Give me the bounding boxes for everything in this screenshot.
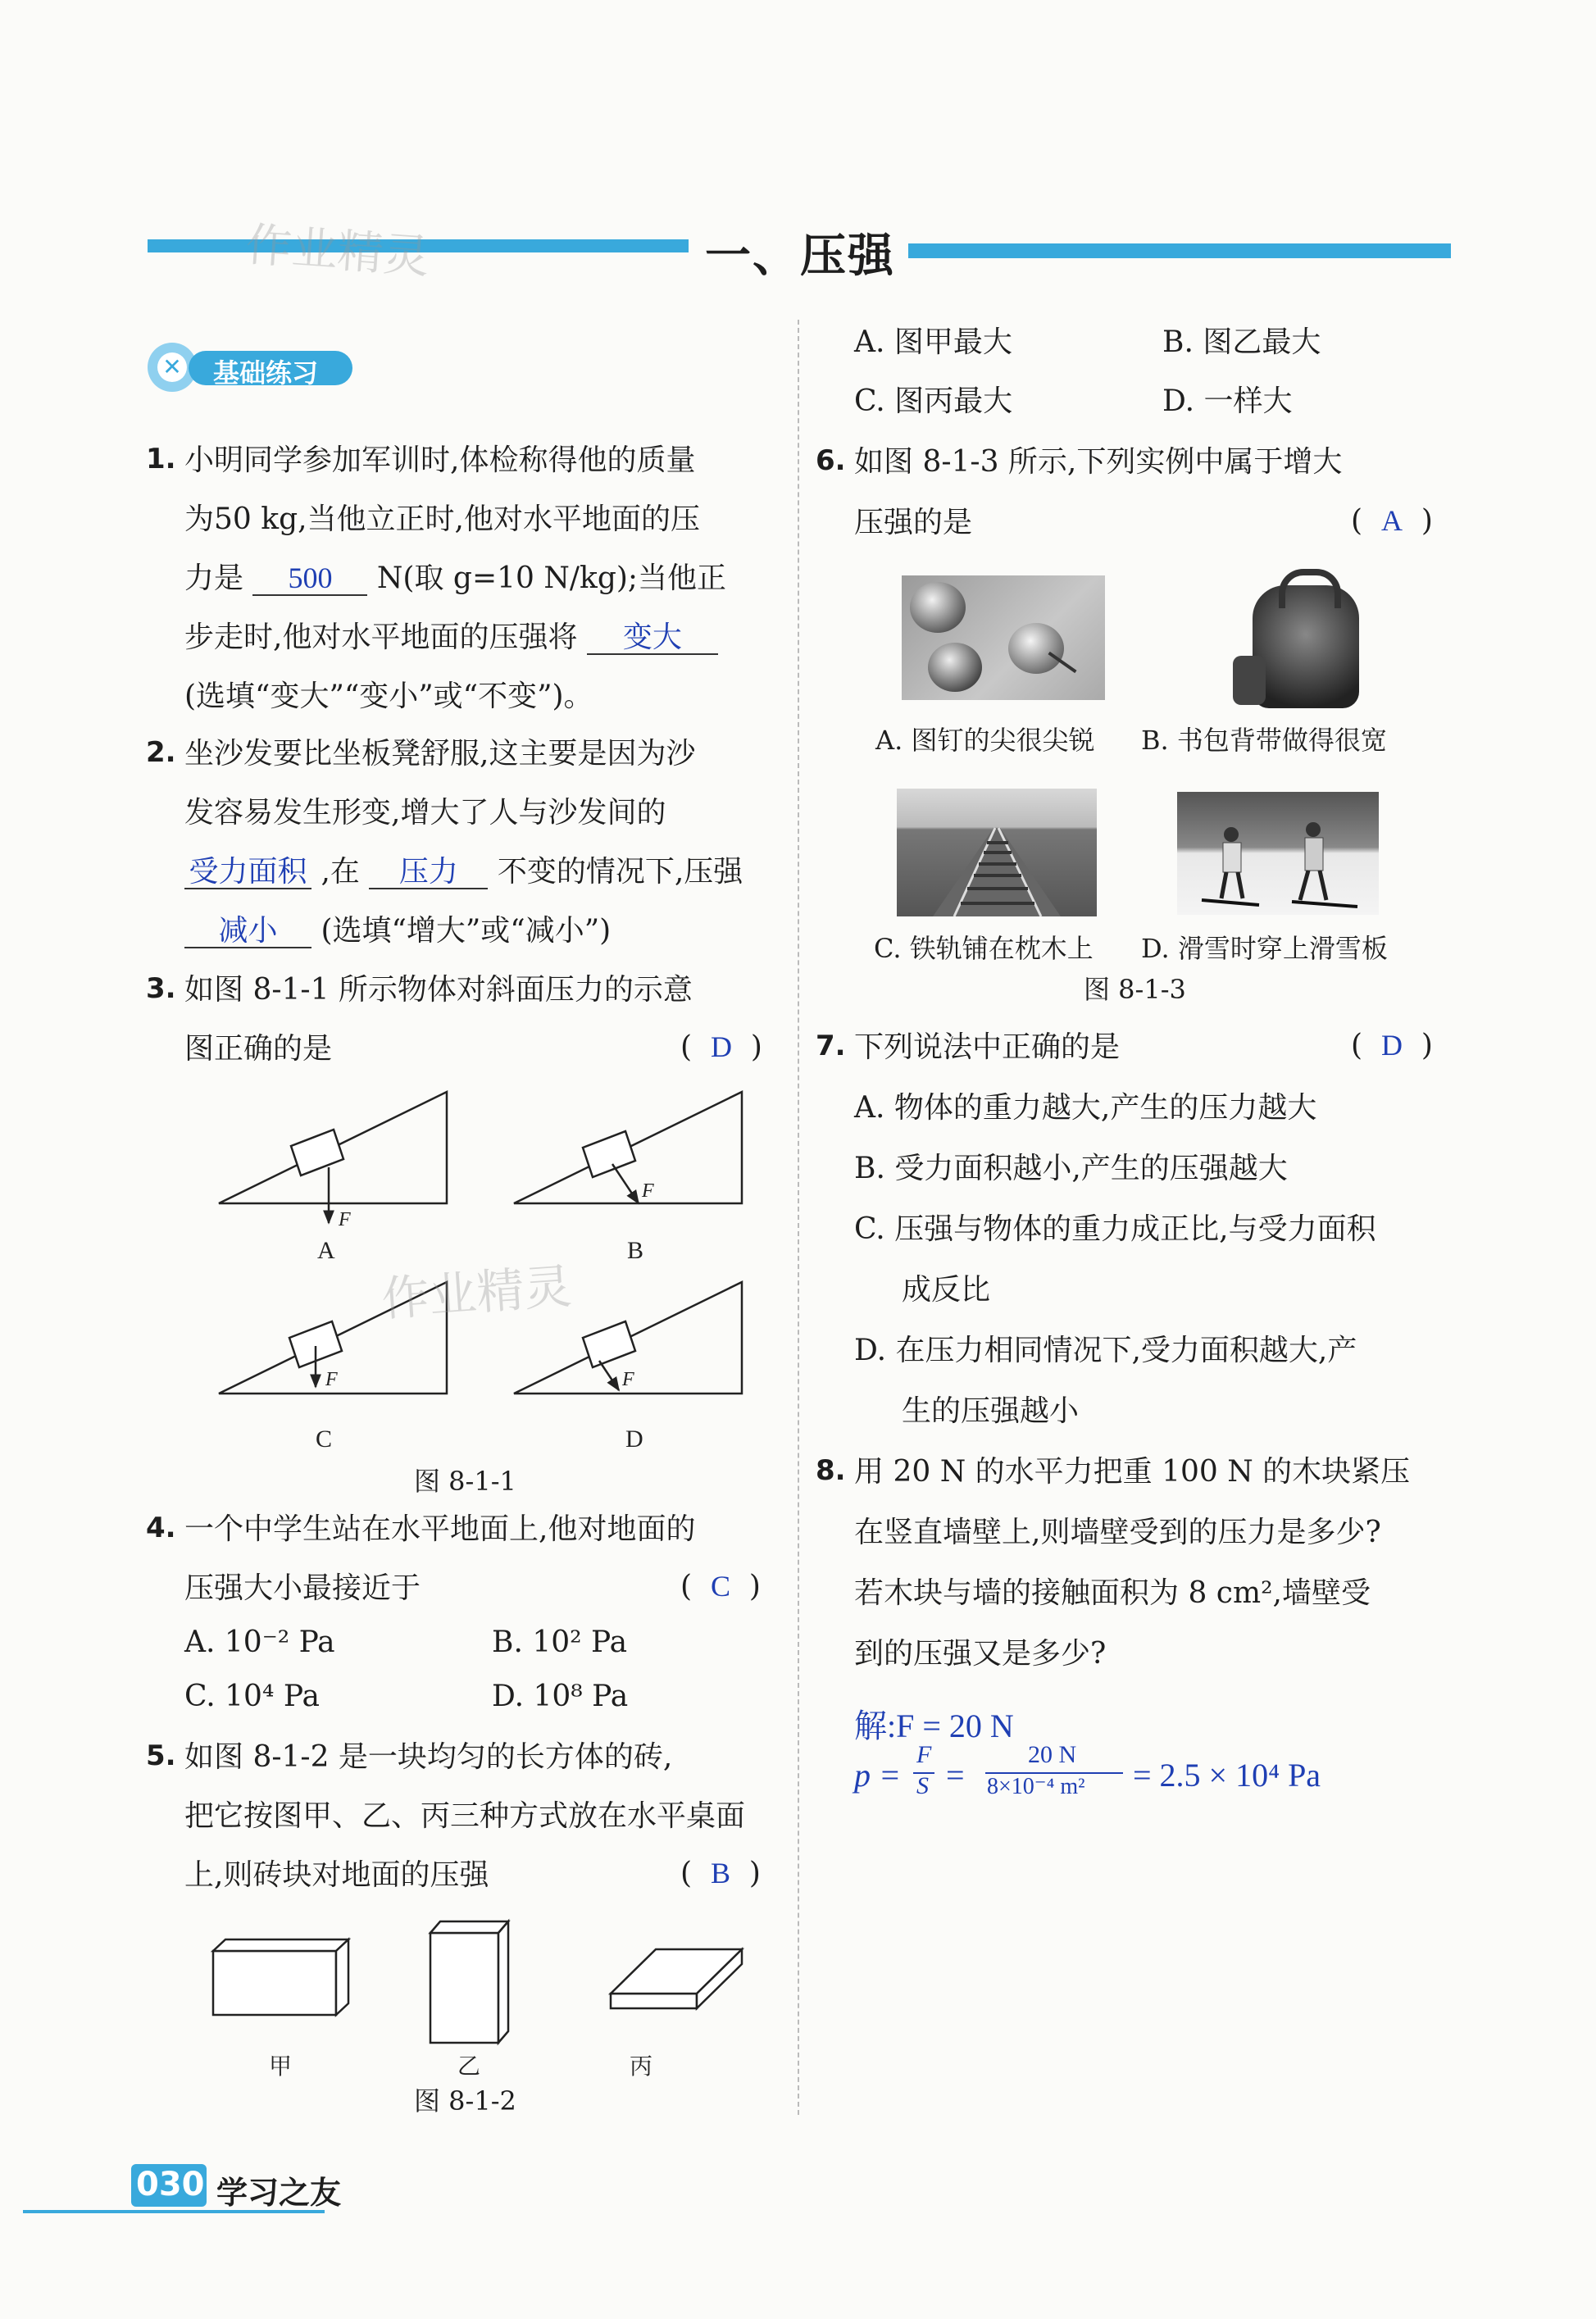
q5-answer-paren: ( B ) (680, 1857, 761, 1890)
q1-line2: 为50 kg,当他立正时,他对水平地面的压 (184, 502, 700, 536)
q8-line3: 若木块与墙的接触面积为 8 cm²,墙壁受 (854, 1576, 1371, 1610)
watermark-mid: 作业精灵 (380, 1257, 574, 1327)
q4-option-c: C. 10⁴ Pa (184, 1680, 320, 1713)
q5-line1: 如图 8-1-2 是一块均匀的长方体的砖, (184, 1740, 673, 1774)
q3-line2: 图正确的是 (184, 1032, 333, 1066)
q8-solution-line1: 解:F = 20 N (854, 1707, 1014, 1744)
q1-answer-blank-1[interactable]: 500 (252, 562, 367, 596)
q7-answer[interactable]: D (1380, 1029, 1403, 1062)
q3-label-b: B (627, 1237, 644, 1264)
q3-label-d: D (625, 1426, 643, 1453)
q4-number: 4. (146, 1512, 176, 1544)
q1-line3-end: N(取 g=10 N/kg);当他正 (376, 562, 727, 595)
q5-brick-yi-top (430, 1921, 508, 1933)
q6-line2: 压强的是 (854, 506, 973, 539)
q7-number: 7. (816, 1030, 846, 1062)
q3-force-label-a: F (339, 1209, 351, 1230)
q1-line4 (184, 618, 718, 657)
q3-label-c: C (316, 1426, 333, 1453)
q3-force-label-d: F (622, 1369, 634, 1390)
q7-option-c-cont: 成反比 (902, 1273, 991, 1307)
q5-label-yi: 乙 (457, 2054, 481, 2080)
q2-line4-end: (选填“增大”或“减小”) (321, 914, 612, 948)
q5-line2: 把它按图甲、乙、丙三种方式放在水平桌面 (184, 1799, 746, 1833)
q5-brick-jia-side (336, 1939, 348, 2015)
q8-fraction-den: 8×10⁻⁴ m² (987, 1774, 1085, 1799)
q6-photo-backpack (1228, 566, 1385, 713)
q8-fraction-fs-den: S (916, 1772, 929, 1799)
q7-option-a: A. 物体的重力越大,产生的压力越大 (854, 1091, 1317, 1125)
q3-force-label-b: F (642, 1180, 654, 1202)
q8-line4: 到的压强又是多少? (854, 1637, 1107, 1671)
q8-line2: 在竖直墙壁上,则墙壁受到的压力是多少? (854, 1516, 1381, 1549)
q6-caption-d: D. 滑雪时穿上滑雪板 (1141, 933, 1388, 964)
q3-block-d (583, 1321, 635, 1367)
q5-answer[interactable]: B (710, 1857, 730, 1889)
footer-page-number: 030 (136, 2166, 205, 2203)
q2-line4 (184, 912, 611, 951)
q4-line1: 一个中学生站在水平地面上,他对地面的 (184, 1512, 696, 1546)
q3-arrow-b (612, 1164, 639, 1203)
q3-line1: 如图 8-1-1 所示物体对斜面压力的示意 (184, 973, 693, 1007)
q1-line5: (选填“变大”“变小”或“不变”)。 (184, 680, 593, 713)
q2-line3-mid: ,在 (321, 855, 360, 889)
q5-figure (197, 1910, 771, 2098)
q5-option-b: B. 图乙最大 (1162, 325, 1321, 359)
q6-caption-a: A. 图钉的尖很尖锐 (875, 725, 1095, 756)
badge-label: 基础练习 (213, 357, 319, 389)
q6-figure-caption: 图 8-1-3 (1084, 974, 1186, 1005)
q5-brick-yi-side (498, 1921, 508, 2043)
q8-fraction-fs-num: F (916, 1741, 932, 1768)
q4-answer[interactable]: C (710, 1570, 730, 1603)
q4-line2: 压强大小最接近于 (184, 1571, 421, 1605)
q8-fraction-num: 20 N (1028, 1741, 1077, 1768)
q4-option-d: D. 10⁸ Pa (492, 1680, 629, 1713)
q8-number: 8. (816, 1454, 846, 1487)
q5-option-d: D. 一样大 (1162, 384, 1293, 418)
q3-label-a: A (317, 1237, 335, 1264)
q2-line3-end: 不变的情况下,压强 (497, 855, 743, 889)
page-title: 一、压强 (705, 230, 895, 283)
q2-answer-blank-3[interactable]: 减小 (184, 914, 311, 948)
q2-answer-blank-2[interactable]: 压力 (369, 855, 488, 889)
q7-option-b: B. 受力面积越小,产生的压强越大 (854, 1152, 1288, 1185)
q1-line4-start: 步走时,他对水平地面的压强将 (184, 621, 578, 654)
q1-answer-blank-2[interactable]: 变大 (587, 621, 718, 655)
header-bar-right (908, 243, 1451, 258)
q3-number: 3. (146, 972, 176, 1005)
q5-option-c: C. 图丙最大 (854, 384, 1013, 418)
q5-brick-jia (213, 1951, 336, 2015)
q5-brick-bing (611, 1994, 697, 2008)
q6-photo-skiers (1177, 792, 1379, 915)
q3-force-label-c: F (325, 1369, 338, 1390)
q1-line3-start: 力是 (184, 562, 244, 595)
badge-icon-inner: ✕ (157, 352, 187, 382)
q6-answer[interactable]: A (1380, 504, 1403, 537)
q3-block-a (291, 1130, 343, 1175)
q6-caption-c: C. 铁轨铺在枕木上 (874, 933, 1094, 964)
q8-solution-result: = 2.5 × 10⁴ Pa (1133, 1757, 1321, 1794)
q3-answer-paren: ( D ) (680, 1030, 762, 1064)
section-badge (148, 343, 361, 392)
q7-option-c: C. 压强与物体的重力成正比,与受力面积 (854, 1212, 1376, 1246)
q2-line3 (184, 853, 743, 892)
q1-number: 1. (146, 443, 176, 475)
q7-option-d-cont: 生的压强越小 (902, 1394, 1080, 1428)
q4-option-b: B. 10² Pa (492, 1626, 628, 1659)
q8-line1: 用 20 N 的水平力把重 100 N 的木块紧压 (854, 1455, 1411, 1489)
q3-answer[interactable]: D (710, 1030, 732, 1063)
q4-option-a: A. 10⁻² Pa (184, 1626, 335, 1659)
q6-line1: 如图 8-1-3 所示,下列实例中属于增大 (854, 445, 1343, 479)
q3-block-b (583, 1131, 635, 1177)
q2-answer-blank-1[interactable]: 受力面积 (184, 855, 311, 889)
watermark-top: 作业精灵 (243, 218, 431, 284)
q1-line1: 小明同学参加军训时,体检称得他的质量 (184, 443, 696, 477)
q5-label-bing: 丙 (630, 2054, 653, 2080)
q6-answer-paren: ( A ) (1351, 504, 1433, 538)
q7-option-d: D. 在压力相同情况下,受力面积越大,产 (854, 1334, 1357, 1367)
q6-number: 6. (816, 444, 846, 477)
q8-solution-p: p = (854, 1757, 901, 1794)
q5-option-a: A. 图甲最大 (854, 325, 1012, 359)
q4-answer-paren: ( C ) (680, 1570, 761, 1603)
column-divider (798, 320, 799, 2115)
q1-line3 (184, 559, 726, 598)
q6-photo-pushpins (902, 575, 1105, 700)
q2-number: 2. (146, 736, 176, 769)
q7-line1: 下列说法中正确的是 (854, 1030, 1121, 1064)
q5-caption: 图 8-1-2 (414, 2085, 516, 2117)
q2-line1: 坐沙发要比坐板凳舒服,这主要是因为沙 (184, 737, 696, 771)
q6-caption-b: B. 书包背带做得很宽 (1141, 725, 1387, 756)
q5-brick-jia-top (213, 1939, 348, 1951)
q6-photo-railway (897, 789, 1097, 916)
q5-line3: 上,则砖块对地面的压强 (184, 1858, 489, 1892)
q7-answer-paren: ( D ) (1351, 1029, 1433, 1062)
q3-caption: 图 8-1-1 (414, 1466, 516, 1497)
footer-book-title: 学习之友 (216, 2175, 342, 2211)
q2-line2: 发容易发生形变,增大了人与沙发间的 (184, 796, 666, 830)
q5-label-jia: 甲 (269, 2054, 293, 2080)
q3-arrow-d (599, 1361, 619, 1390)
q5-number: 5. (146, 1739, 176, 1772)
q8-solution-eq: = (946, 1757, 965, 1794)
q5-brick-yi (430, 1933, 498, 2043)
